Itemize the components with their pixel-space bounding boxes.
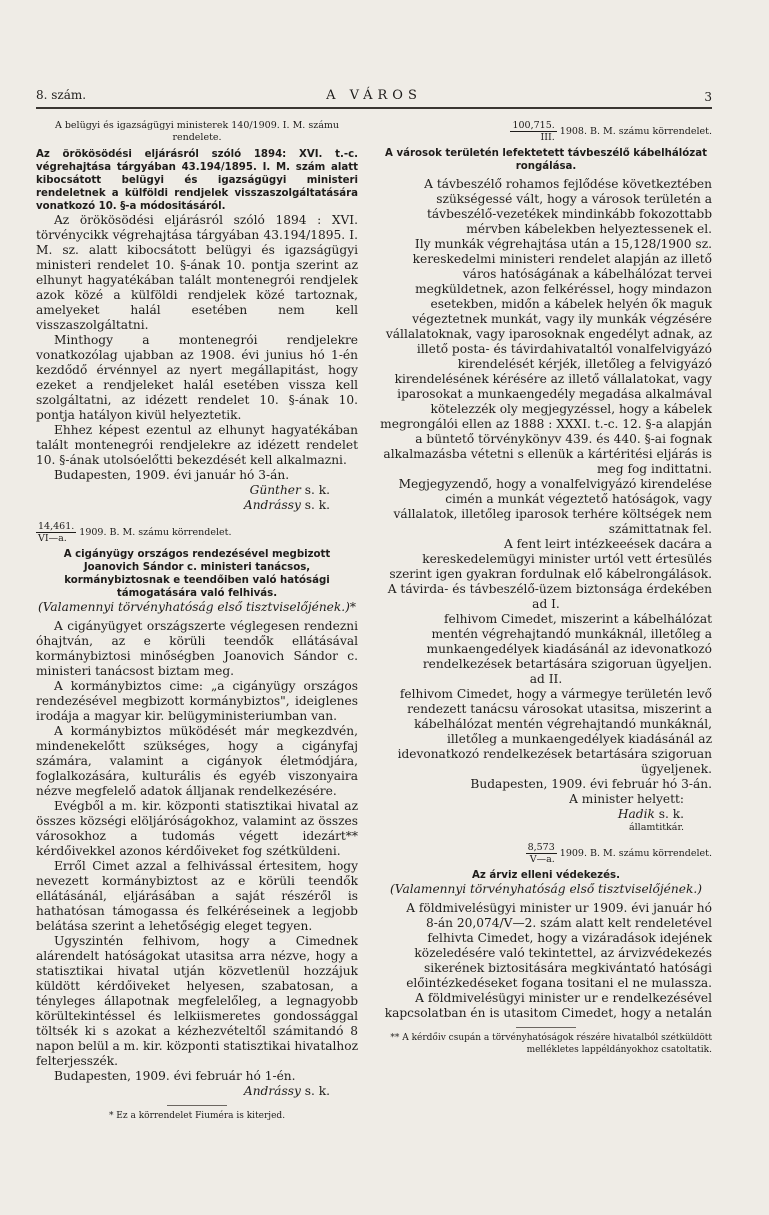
signature-name: Andrássy (243, 1084, 301, 1098)
paragraph: A kormánybiztos müködését már megkezdvén, mindenekelőtt szükséges, hogy a cigányfaj számára, valamint a cigányok életmódjára, foglalkozására, kulturális és egyéb viszonyaira nézve megfelelő adatok álljanak rendelkezésére. (36, 724, 358, 798)
paragraph: A távbeszélő rohamos fejlődése következtében szükségessé vált, hogy a városok területén a távbeszélő-vezetékek mindinkább fokozottabb mérvben kábelekben helyeztessenek el. (424, 177, 712, 236)
date-line: Budapesten, 1909. évi január hó 3-án. (54, 468, 290, 482)
signature (36, 483, 358, 498)
paragraph: Ehhez képest ezentul az elhunyt hagyatékában talált montenegrói rendjelekre az idézett rendelet 10. §-ának utolsóelőtti bekezdését kell alkalmazni. (36, 423, 358, 467)
signature-name: Andrássy (243, 498, 301, 512)
paragraph: Ily munkák végrehajtása után a 15,128/1900 sz. kereskedelmi ministeri rendelet alapján az illető város hatóságának a kábelhálózat tervei megküldetnek, azon felkéréssel, hogy mindazon esetekben, midőn a kábelek helyén ők maguk végeztetnek munkát, vagy ily munkák végzésére vállalatoknak, vagy iparosoknak engedélyt adnak, az illető posta- és távirdahivataltól vonalfelvigyázó kirendelését kérjék, illetőleg a felvigyázó kirendelésének kérésére az illető vállalatokat, vagy iparosokat a munkaengedély megadása alkalmával kötelezzék oly megjegyzéssel, hogy a kábelek megrongálói ellen az 1888 : XXXI. t.-c. 12. §-a alapján a büntető törvénykönyv 439. és 440. §-ai fognak alkalmazásba vétetni s ellenük a kártéritési eljárás is meg fog indittatni. (380, 237, 712, 476)
footnote: ** A kérdőiv csupán a törvényhatóságok részére hivatalból szétküldött mellékletes lappéldányokhoz csatoltatik. (390, 1033, 712, 1055)
signature-heading: A minister helyett: (569, 792, 684, 806)
reference-number (380, 842, 712, 865)
section-marker: ad I. (532, 597, 560, 611)
paragraph: A kormánybiztos cime: „a cigányügy országos rendezésével megbizott kormánybiztos", ideiglenes irodája a magyar kir. belügyministeriumban van. (36, 679, 358, 723)
signature-suffix: s. k. (300, 483, 330, 497)
paragraph: Minthogy a montenegrói rendjelekre vonatkozólag ujabban az 1908. évi junius hó 1-én kezdődő érvénnyel az nyert megállapitást, hogy ezeket a rendjeleket halál esetében vissza kell szolgáltatni, az idézett rendelet 10. §-ának 10. pontja hatályon kivül helyeztetik. (36, 333, 358, 422)
decree-title: A cigányügy országos rendezésével megbizott Joanovich Sándor c. ministeri tanácsos, kormánybiztosnak e teendőiben való hatósági támogatására való felhivás. (63, 549, 331, 599)
decree-title: A városok területén lefektetett távbeszélő kábelhálózat rongálása. (385, 148, 707, 172)
signature-suffix: s. k. (654, 807, 684, 821)
addressee: (Valamennyi törvényhatóság első tisztviselőjének.) (390, 882, 702, 896)
footnote-rule (167, 1105, 227, 1106)
paragraph: felhivom Cimedet, hogy a vármegye területén levő rendezett tanácsu városokat utasitsa, miszerint a kábelhálózat mentén végrehajtandó munkáknál, illetőleg a munkaengedélyek kiadásánál az idevonatkozó rendelkezések betartására szigoruan ügyeljenek. (397, 687, 712, 776)
paragraph: A fent leirt intézkeeések dacára a kereskedelemügyi minister urtól vett értesülés szerint igen gyakran fordulnak elő kábelrongálások. A távirda- és távbeszélő-üzem biztonsága érdekében (387, 537, 712, 596)
reference-fraction: $\frac{8,573}{V—a.}$ (527, 842, 555, 865)
reference-fraction: $\frac{14,461.}{VI—a.}$ (38, 521, 75, 544)
issue-number: 8. szám. (36, 88, 87, 102)
signature (380, 807, 712, 822)
signature (36, 498, 358, 513)
right-column (380, 120, 712, 1056)
paragraph: Megjegyzendő, hogy a vonalfelvigyázó kirendelése cimén a munkát végeztető hatóságok, vagy vállalatok, illetőleg iparosok terhére költségek nem számittatnak fel. (393, 477, 712, 536)
reference-number (380, 120, 712, 143)
decree-title: Az örökösödési eljárásról szóló 1894: XVI. t.-c. végrehajtása tárgyában 43.194/1895. I. M. szám alatt kibocsátott belügyi és igazságügyi ministeri rendeletnek a külföldi rendjelek visszaszolgáltatására vonatkozó 10. §-a módositásáról. (36, 149, 358, 212)
signature-name: Hadik (617, 807, 655, 821)
page-number: 3 (704, 90, 712, 104)
header-rule (36, 107, 712, 109)
reference-number (36, 521, 358, 544)
signature (36, 1084, 358, 1099)
journal-title: A VÁROS (326, 88, 422, 103)
left-column (36, 120, 358, 1122)
signature-suffix: s. k. (300, 498, 330, 512)
section-marker: ad II. (529, 672, 563, 686)
decree-title: Az árviz elleni védekezés. (472, 870, 620, 881)
paragraph: A földmivelésügyi minister ur e rendelkezésével kapcsolatban én is utasitom Cimedet, hogy a netalán (384, 991, 712, 1020)
reference-text: 1909. B. M. számu körrendelet. (79, 527, 232, 538)
signature-suffix: s. k. (300, 1084, 330, 1098)
paragraph: Evégből a m. kir. központi statisztikai hivatal az összes községi elöljáróságokhoz, valamint az összes városokhoz a tudomás végett idezárt** kérdőivekkel azonos kérdőiveket fog szétküldeni. (36, 799, 358, 858)
paragraph: felhivom Cimedet, miszerint a kábelhálózat mentén végrehajtandó munkáknál, illetőleg a munkaengedélyek kiadásánál az idevonatkozó rendelkezések betartására szigoruan ügyeljen. (422, 612, 712, 671)
decree-intro: A belügyi és igazságügyi ministerek 140/1909. I. M. számu rendelete. (54, 120, 340, 143)
reference-text: 1909. B. M. számu körrendelet. (559, 848, 712, 859)
date-line: Budapesten, 1909. évi február hó 1-én. (54, 1069, 296, 1083)
paragraph: Ugyszintén felhivom, hogy a Cimednek alárendelt hatóságokat utasitsa arra nézve, hogy a statisztikai hivatal utján közvetlenül hozzájuk küldött kérdőiveket helyesen, szabatosan, a tényleges állapotnak megfelelőleg, a legnagyobb körültekintéssel és lelkiismeretes gondossággal töltsék ki s azokat a kézhezvételtől számitandó 8 napon belül a m. kir. központi statisztikai hivatalhoz felterjesszék. (36, 934, 358, 1068)
paragraph: A cigányügyet országszerte véglegesen rendezni óhajtván, az e körüli teendők ellátásával kormánybiztosi minőségben Joanovich Sándor c. ministeri tanácsost biztam meg. (36, 619, 358, 678)
footnote-rule (516, 1027, 576, 1028)
paragraph: Az örökösödési eljárásról szóló 1894 : XVI. törvénycikk végrehajtása tárgyában 43.194/1895. I. M. sz. alatt kibocsátott belügyi és igazságügyi ministeri rendelet 10. §-ának 10. pontja szerint az elhunyt hagyatékában talált montenegrói rendjelek azok közé a külföldi rendjelek közé tartoznak, amelyeket halál esetében nem kell visszaszolgáltatni. (36, 213, 358, 332)
paragraph: A földmivelésügyi minister ur 1909. évi január hó 8-án 20,074/V—2. szám alatt kelt rendeletével felhivta Cimedet, hogy a vizáradások idejének közeledésére való tekintettel, az árvizvédekezés sikerének biztositására megkivántató hatósági előintézkedéseket fogana tositani el ne mulassza. (406, 901, 712, 990)
signature-name: Günther (249, 483, 301, 497)
footnote: * Ez a körrendelet Fiuméra is kiterjed. (108, 1111, 286, 1121)
date-line: Budapesten, 1909. évi február hó 3-án. (470, 777, 712, 791)
reference-text: 1908. B. M. számu körrendelet. (559, 126, 712, 137)
paragraph: Erről Cimet azzal a felhivással értesitem, hogy nevezett kormánybiztost az e körüli teendők ellátásánál, eljárásában a saját részéről is hathatósan támogassa és felkéréseinek a legjobb belátása szerint a lehetőségig eleget tegyen. (36, 859, 358, 933)
addressee: (Valamennyi törvényhatóság első tisztviselőjének.)* (37, 600, 357, 614)
signature-role: államtitkár. (628, 822, 684, 833)
reference-fraction: $\frac{100,715.}{\text{III.}}$ (512, 120, 555, 143)
